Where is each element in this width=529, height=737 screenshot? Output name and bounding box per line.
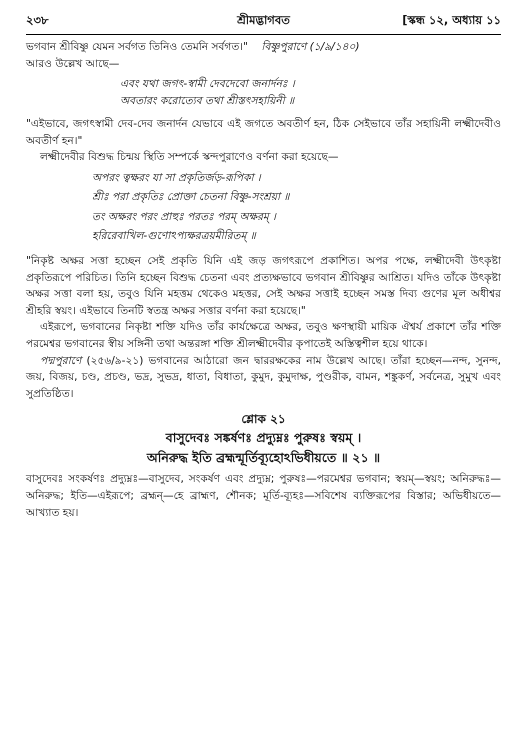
paragraph-6-text: (২৫৬/৯-২১) ভগবানের আঠারো জন দ্বাররক্ষকের নাম উল্লেখ আছে। তাঁরা হচ্ছেন—নন্দ, সুনন্দ, জয়, বিজয়, চণ্ড, প্রচণ্ড, ভদ্র, সুভদ্র, ধাতা, বিধাতা, কুমুদ, কুমুদাক্ষ, পুণ্ডরীক, বামন, শঙ্কুকর্ণ, সর্বনেত্র, সুমুখ এবং সুপ্রতিষ্ঠিত। [26, 354, 501, 400]
vishnu-purana-citation: বিষ্ণুপুরাণে (১/৯/১৪০) [261, 41, 360, 53]
verse-line: হরিরেবাখিল-গুণোঽপ্যক্ষরত্রয়মীরিতম্ ॥ [92, 230, 256, 243]
paragraph-2: "এইভাবে, জগৎস্বামী দেব-দেব জনার্দন যেভাবে এই জগতে অবতীর্ণ হন, ঠিক সেইভাবে তাঁর সহায়িনী লক্ষ্মীদেবীও অবতীর্ণ হন।" [26, 118, 501, 147]
word-synonyms: বাসুদেবঃ সংকর্ষণঃ প্রদ্যুম্নঃ—বাসুদেব, সংকর্ষণ এবং প্রদ্যুম্ন; পুরুষঃ—পরমেশ্বর ভগবান; স্বয়ম্—স্বয়ং; অনিরুদ্ধঃ—অনিরুদ্ধ; ইতি—এইরূপে; ব্রহ্মন্—হে ব্রাহ্মণ, শৌনক; মূর্তি-ব্যূহঃ—সবিশেষ ব্যক্তিরূপের বিস্তার; অভিধীয়তে—আখ্যাত হয়। [26, 473, 501, 519]
paragraph-6 [26, 353, 501, 403]
paragraph-5: এইরূপে, ভগবানের নিকৃষ্টা শক্তি যদিও তাঁর কার্যক্ষেত্রে অক্ষর, তবুও ক্ষণস্থায়ী মায়িক ঐশ্বর্য প্রকাশে তাঁর শক্তি পরমেশ্বর ভগবানের স্বীয় সঙ্গিনী তথা অন্তরঙ্গা শক্তি শ্রীলক্ষ্মীদেবীর কৃপাতেই অস্তিত্বশীল হয়ে থাকে। [26, 321, 501, 350]
paragraph-3: লক্ষ্মীদেবীর বিশুদ্ধ চিন্ময় স্থিতি সম্পর্কে স্কন্দপুরাণেও বর্ণনা করা হয়েছে— [40, 151, 339, 164]
scripture-page [0, 10, 529, 737]
verse-line: অপরং ত্বক্ষরং যা সা প্রকৃতির্জড়-রূপিকা । [92, 171, 261, 184]
verse-line: তং অক্ষরং পরং প্রাহুঃ পরতঃ পরম্ অক্ষরম্ । [92, 210, 276, 223]
page-number: ২৩৮ [26, 13, 49, 27]
verse-block-1 [120, 76, 501, 110]
sloka-line-2: অনিরুদ্ধ ইতি ব্রহ্মন্মূর্তিব্যূহোঽভিধীয়তে ॥ ২১ ॥ [146, 449, 381, 465]
paragraph-1-text: ভগবান শ্রীবিষ্ণু যেমন সর্বগত তিনিও তেমনি সর্বগত।" [26, 41, 248, 53]
page-body [26, 39, 501, 521]
verse-block-2 [92, 169, 501, 247]
paragraph-1-continuation: আরও উল্লেখ আছে— [26, 57, 120, 70]
sloka-heading: শ্লোক ২১ [241, 412, 286, 427]
verse-line: শ্রীঃ পরা প্রকৃতিঃ প্রোক্তা চেতনা বিষ্ণু-সংশ্রয়া ॥ [92, 191, 290, 204]
page-header [26, 10, 501, 35]
book-title: শ্রীমদ্ভাগবত [237, 13, 290, 27]
verse-line: অবতারং করোত্যেব তথা শ্রীস্তৎসহায়িনী ॥ [120, 95, 295, 108]
paragraph-1 [26, 39, 501, 56]
verse-line: এবং যথা জগৎ-স্বামী দেবদেবো জনার্দনঃ । [120, 78, 295, 91]
chapter-reference: [স্কন্ধ ১২, অধ্যায় ১১ [402, 13, 501, 27]
sloka-line-1: বাসুদেবঃ সঙ্কর্ষণঃ প্রদ্যুম্নঃ পুরুষঃ স্বয়ম্ । [165, 430, 362, 446]
paragraph-4: "নিকৃষ্ট অক্ষর সত্তা হচ্ছেন সেই প্রকৃতি যিনি এই জড় জগৎরূপে প্রকাশিত। অপর পক্ষে, লক্ষ্মীদেবী উৎকৃষ্টা প্রকৃতিরূপে পরিচিত। তিনি হচ্ছেন বিশুদ্ধ চেতনা এবং প্রত্যক্ষভাবে ভগবান শ্রীবিষ্ণুর আশ্রিত। যদিও তাঁকে উৎকৃষ্টা অক্ষর সত্তা বলা হয়, তবুও যিনি মহত্তম থেকেও মহত্তর, সেই অক্ষর সত্তাই হচ্ছেন সমস্ত দিব্য গুণের মূল অধীশ্বর শ্রীহরি স্বয়ং। এইভাবে তিনটি স্বতন্ত্র অক্ষর সত্তার বর্ণনা করা হয়েছে।" [26, 254, 501, 317]
padma-purana-citation: পদ্মপুরাণে [40, 354, 82, 367]
